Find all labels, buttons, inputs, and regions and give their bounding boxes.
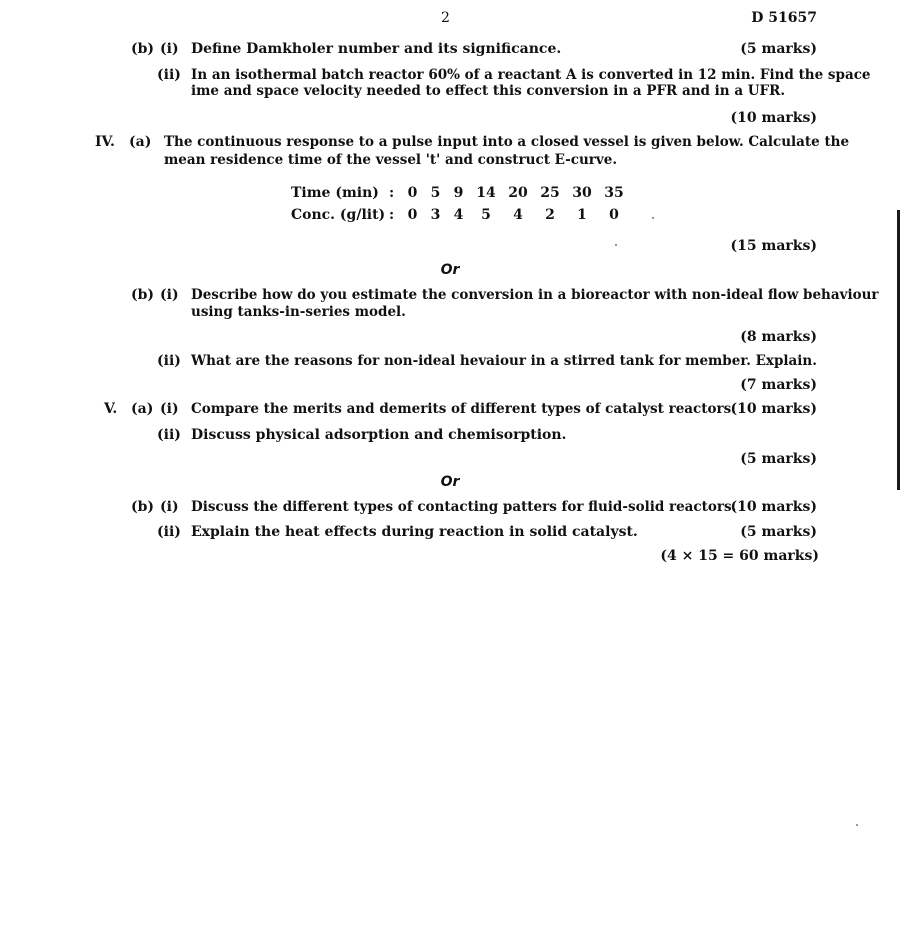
q4a-line2: mean residence time of the vessel 't' and construct E-curve.: [164, 152, 618, 168]
q4b-i-line1: Describe how do you estimate the conversion in a bioreactor with non-ideal flow behaviour: [191, 287, 879, 303]
time-cell: 30: [572, 185, 592, 201]
q3b-i-text: Define Damkholer number and its significance.: [191, 41, 562, 57]
conc-cell: 0: [609, 207, 619, 223]
q3b-ii-marks: (10 marks): [730, 110, 817, 126]
q3b-label: (b): [131, 41, 155, 57]
scan-speck: [615, 244, 617, 246]
q3b-i-marks: (5 marks): [740, 41, 817, 57]
q5a-ii-text: Discuss physical adsorption and chemisorption.: [191, 427, 567, 443]
q5a-ii-num: (ii): [157, 427, 181, 443]
q5b-i-text: Discuss the different types of contacting patters for fluid-solid reactors.: [191, 499, 737, 515]
conc-cell: 4: [453, 207, 464, 223]
q5b-i-num: (i): [160, 499, 179, 515]
q3b-i-num: (i): [160, 41, 179, 57]
paper-code: D 51657: [751, 10, 817, 26]
time-cell: 0: [407, 185, 418, 201]
q5a-i-marks: (10 marks): [730, 401, 817, 417]
q5b-ii-marks: (5 marks): [740, 524, 817, 540]
or-divider: Or: [440, 262, 460, 278]
q4b-i-num: (i): [160, 287, 179, 303]
conc-cell: 4: [513, 207, 523, 223]
time-cell: 14: [476, 185, 496, 201]
q5a-ii-marks: (5 marks): [740, 451, 817, 467]
conc-label: Conc. (g/lit): [291, 207, 386, 223]
conc-cell: 1: [577, 207, 587, 223]
q3b-ii-line1: In an isothermal batch reactor 60% of a reactant A is converted in 12 min. Find the space: [191, 67, 871, 83]
q5-roman: V.: [104, 401, 118, 417]
time-label: Time (min): [291, 185, 379, 201]
q3b-ii-num: (ii): [157, 67, 181, 83]
q5a-label: (a): [131, 401, 154, 417]
or-divider: Or: [440, 474, 460, 490]
q3b-ii-line2: ime and space velocity needed to effect this conversion in a PFR and in a UFR.: [191, 83, 786, 99]
q4a-label: (a): [129, 134, 152, 150]
conc-cell: 3: [430, 207, 441, 223]
scan-speck: [856, 824, 858, 826]
q4a-marks: (15 marks): [730, 238, 817, 254]
q4a-line1: The continuous response to a pulse input into a closed vessel is given below. Calculate the: [164, 134, 850, 150]
conc-cell: 2: [545, 207, 555, 223]
time-cell: 9: [453, 185, 464, 201]
time-cell: 20: [508, 185, 528, 201]
q4-roman: IV.: [95, 134, 115, 150]
q4b-ii-marks: (7 marks): [740, 377, 817, 393]
q4b-label: (b): [131, 287, 155, 303]
conc-cell: 5: [481, 207, 491, 223]
q5b-ii-text: Explain the heat effects during reaction in solid catalyst.: [191, 524, 638, 540]
q4b-ii-text: What are the reasons for non-ideal hevaiour in a stirred tank for member. Explain.: [191, 353, 817, 369]
conc-cell: 0: [407, 207, 418, 223]
q5a-i-text: Compare the merits and demerits of different types of catalyst reactors.: [191, 401, 736, 417]
time-cell: 35: [604, 185, 624, 201]
q4b-i-marks: (8 marks): [740, 329, 817, 345]
q4b-i-line2: using tanks-in-series model.: [191, 304, 406, 320]
table-row-conc: [291, 204, 630, 226]
time-cell: 5: [430, 185, 441, 201]
total-marks: (4 × 15 = 60 marks): [660, 548, 819, 564]
q4b-ii-num: (ii): [157, 353, 181, 369]
time-colon: :: [389, 185, 395, 201]
q5a-i-num: (i): [160, 401, 179, 417]
conc-colon: :: [389, 207, 395, 223]
q5b-label: (b): [131, 499, 155, 515]
q5b-i-marks: (10 marks): [730, 499, 817, 515]
table-row-time: [291, 182, 630, 204]
page-number: 2: [441, 10, 450, 26]
scan-speck: [652, 217, 654, 219]
q5b-ii-num: (ii): [157, 524, 181, 540]
time-cell: 25: [540, 185, 560, 201]
response-data-table: [291, 182, 630, 226]
